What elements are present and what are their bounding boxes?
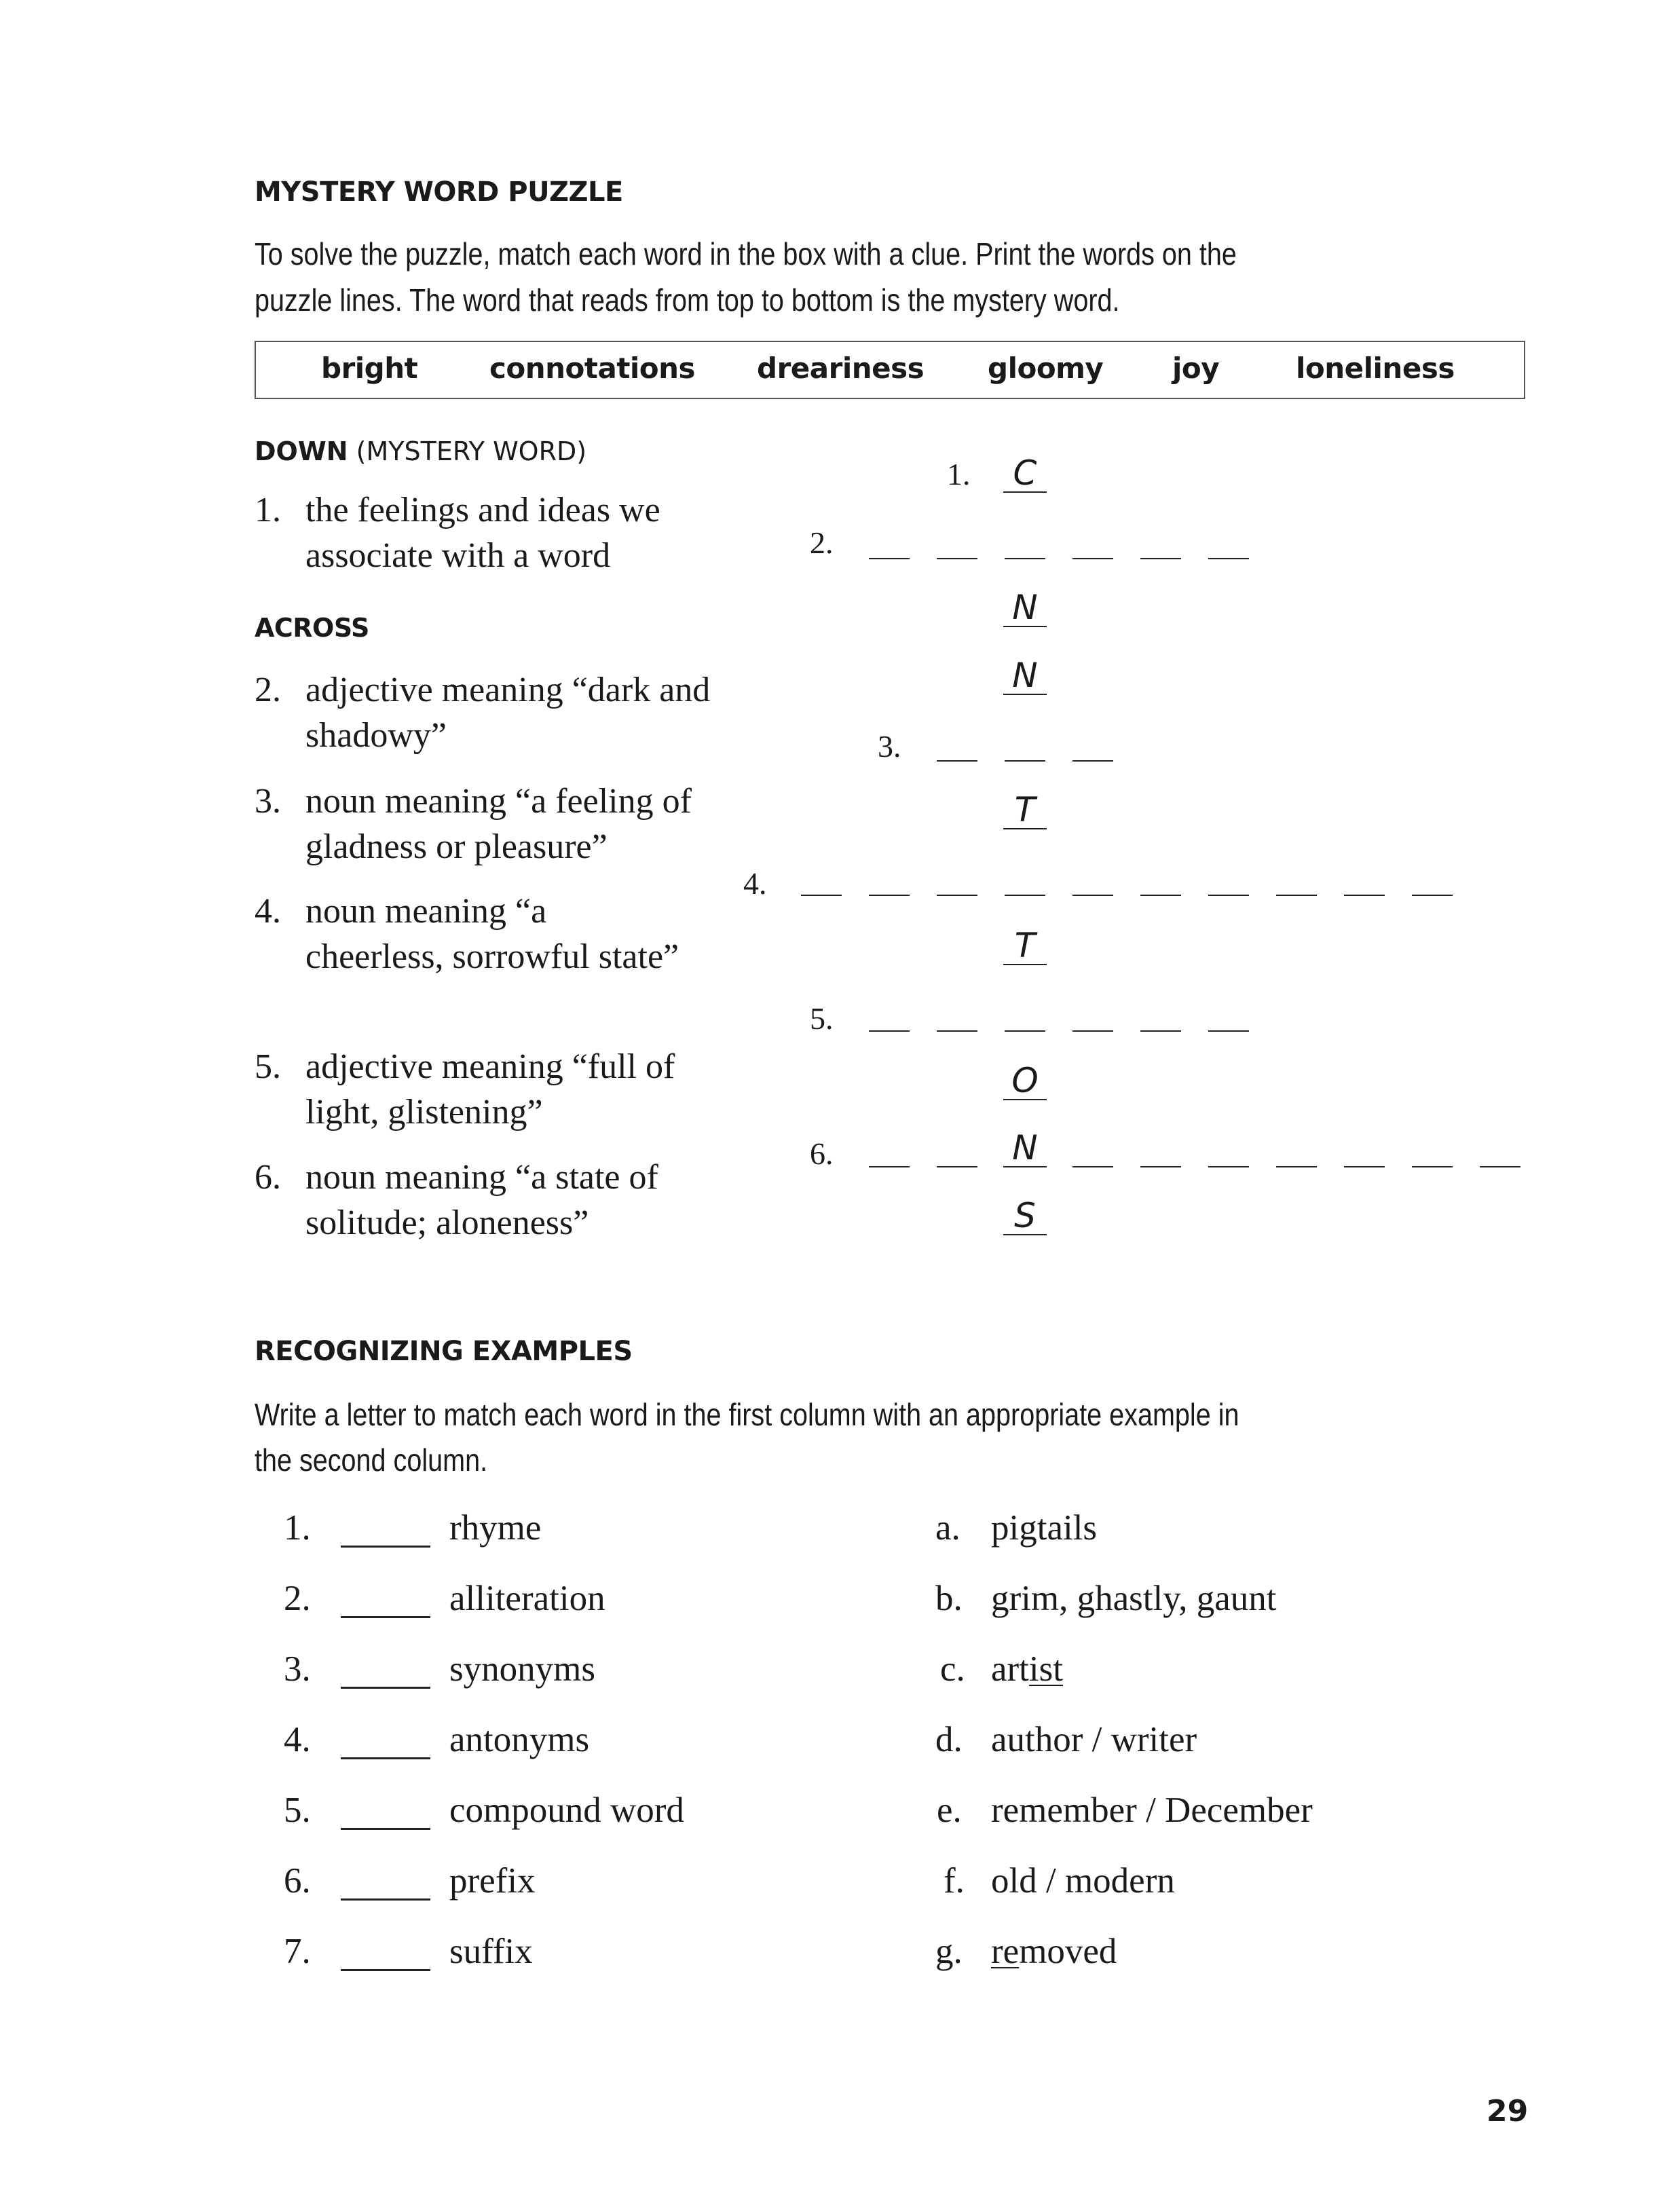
page-number: 29	[1487, 2094, 1529, 2129]
example-letter: f.	[944, 1861, 965, 1901]
examples-instructions-line-2: the second column.	[255, 1442, 488, 1478]
example-text-plain: art	[991, 1649, 1029, 1689]
word-box-item: joy	[1172, 352, 1220, 385]
example-letter: a.	[935, 1508, 960, 1548]
answer-blank[interactable]	[1140, 558, 1181, 559]
grid-number: 3.	[878, 729, 901, 764]
example-text-plain: moved	[1019, 1932, 1117, 1971]
term: synonyms	[449, 1649, 595, 1689]
answer-line[interactable]	[341, 1969, 430, 1971]
answer-line[interactable]	[341, 1828, 430, 1830]
down-label-sub: (MYSTERY WORD)	[356, 436, 587, 466]
answer-blank[interactable]	[1005, 1030, 1045, 1032]
answer-line[interactable]	[341, 1757, 430, 1759]
puzzle-instructions-line-1: To solve the puzzle, match each word in the box with a clue. Print the words on the	[255, 236, 1237, 272]
term: compound word	[449, 1791, 684, 1830]
word-box-item: bright	[321, 352, 418, 385]
word-box-item: gloomy	[988, 352, 1104, 385]
clue-number: 2.	[255, 671, 281, 709]
clue-text: adjective meaning “dark and shadowy”	[305, 671, 711, 755]
answer-blank[interactable]	[937, 1030, 977, 1032]
mystery-letter: N	[1012, 588, 1038, 627]
example-text: author / writer	[991, 1720, 1197, 1759]
mystery-letter: O	[1011, 1061, 1039, 1100]
answer-blank[interactable]	[1412, 1166, 1453, 1167]
term: suffix	[449, 1932, 533, 1971]
item-number: 7.	[284, 1932, 311, 1971]
examples-title: RECOGNIZING EXAMPLES	[255, 1336, 633, 1367]
answer-blank[interactable]	[937, 895, 977, 896]
item-number: 3.	[284, 1649, 311, 1689]
answer-blank[interactable]	[1344, 895, 1385, 896]
example-text	[991, 1649, 1063, 1689]
answer-line[interactable]	[341, 1898, 430, 1901]
answer-blank[interactable]	[1003, 828, 1047, 829]
puzzle-instructions-line-2: puzzle lines. The word that reads from top to bottom is the mystery word.	[255, 282, 1120, 318]
example-text: old / modern	[991, 1861, 1175, 1901]
answer-blank[interactable]	[1072, 1030, 1113, 1032]
example-letter: g.	[935, 1932, 963, 1971]
example-letter: e.	[937, 1791, 962, 1830]
answer-blank[interactable]	[1208, 895, 1249, 896]
answer-blank[interactable]	[801, 895, 842, 896]
example-text-underlined: re	[991, 1932, 1020, 1971]
grid-number: 5.	[810, 1001, 834, 1036]
example-text-underlined: ist	[1028, 1649, 1063, 1689]
term: alliteration	[449, 1579, 605, 1618]
answer-blank[interactable]	[1140, 895, 1181, 896]
item-number: 4.	[284, 1720, 311, 1759]
example-text: pigtails	[991, 1508, 1098, 1548]
mystery-letter: N	[1012, 1128, 1038, 1167]
answer-blank[interactable]	[1005, 760, 1045, 762]
answer-blank[interactable]	[1003, 694, 1047, 695]
clue-number: 6.	[255, 1158, 281, 1197]
term: prefix	[449, 1861, 536, 1901]
example-letter: c.	[940, 1649, 965, 1689]
answer-blank[interactable]	[1412, 895, 1453, 896]
answer-blank[interactable]	[1072, 1166, 1113, 1167]
answer-blank[interactable]	[1072, 760, 1113, 762]
answer-blank[interactable]	[1003, 964, 1047, 965]
down-label	[255, 436, 586, 466]
answer-blank[interactable]	[869, 895, 910, 896]
clue-text: the feelings and ideas we associate with a word	[305, 491, 660, 575]
mystery-letter: T	[1014, 926, 1036, 965]
answer-blank[interactable]	[1276, 895, 1317, 896]
clue-number: 5.	[255, 1047, 281, 1086]
term: rhyme	[449, 1508, 542, 1548]
answer-blank[interactable]	[1276, 1166, 1317, 1167]
example-text	[991, 1931, 1117, 1972]
term: antonyms	[449, 1720, 590, 1759]
mystery-letter: T	[1014, 790, 1036, 829]
item-number: 2.	[284, 1579, 311, 1618]
answer-blank[interactable]	[937, 1166, 977, 1167]
answer-blank[interactable]	[1208, 1166, 1249, 1167]
answer-blank[interactable]	[1072, 558, 1113, 559]
puzzle-title: MYSTERY WORD PUZZLE	[255, 176, 623, 208]
mystery-letter: C	[1013, 453, 1037, 493]
answer-blank[interactable]	[869, 558, 910, 559]
clue-number: 1.	[255, 491, 281, 529]
answer-blank[interactable]	[1003, 1099, 1047, 1100]
mystery-letter: S	[1014, 1196, 1036, 1235]
example-text: remember / December	[991, 1791, 1313, 1830]
example-letter: b.	[935, 1579, 963, 1618]
grid-number: 1.	[947, 457, 971, 491]
answer-blank[interactable]	[1005, 558, 1045, 559]
answer-blank[interactable]	[1072, 895, 1113, 896]
answer-blank[interactable]	[1208, 558, 1249, 559]
answer-blank[interactable]	[1003, 491, 1047, 493]
answer-blank[interactable]	[1480, 1166, 1520, 1167]
clue-text: adjective meaning “full of light, glistening”	[305, 1047, 675, 1131]
answer-blank[interactable]	[1140, 1030, 1181, 1032]
word-box-item: connotations	[489, 352, 696, 385]
clue-number: 3.	[255, 782, 281, 821]
grid-number: 2.	[810, 525, 834, 560]
answer-blank[interactable]	[1005, 895, 1045, 896]
answer-line[interactable]	[341, 1687, 430, 1689]
examples-instructions-line-1: Write a letter to match each word in the first column with an appropriate example in	[255, 1397, 1239, 1432]
answer-line[interactable]	[341, 1616, 430, 1618]
answer-blank[interactable]	[1140, 1166, 1181, 1167]
grid-number: 4.	[743, 866, 767, 901]
answer-blank[interactable]	[1208, 1030, 1249, 1032]
answer-blank[interactable]	[937, 760, 977, 762]
answer-blank[interactable]	[869, 1030, 910, 1032]
answer-blank[interactable]	[1003, 1234, 1047, 1235]
answer-blank[interactable]	[1003, 626, 1047, 627]
example-text: grim, ghastly, gaunt	[991, 1579, 1277, 1618]
answer-blank[interactable]	[869, 1166, 910, 1167]
word-box	[255, 341, 1525, 399]
item-number: 5.	[284, 1791, 311, 1830]
item-number: 1.	[284, 1508, 311, 1548]
answer-blank[interactable]	[1344, 1166, 1385, 1167]
answer-blank[interactable]	[937, 558, 977, 559]
word-box-item: dreariness	[757, 352, 925, 385]
clue-text: noun meaning “a state of solitude; aloneness”	[305, 1158, 658, 1242]
word-box-item: loneliness	[1296, 352, 1455, 385]
down-label-heading: DOWN	[255, 436, 348, 466]
mystery-letter: N	[1012, 656, 1038, 695]
example-letter: d.	[935, 1720, 963, 1759]
answer-line[interactable]	[341, 1546, 430, 1548]
grid-number: 6.	[810, 1136, 834, 1171]
clue-text: noun meaning “a cheerless, sorrowful state”	[305, 892, 679, 976]
answer-blank[interactable]	[1003, 1166, 1047, 1167]
across-label: ACROSS	[255, 613, 369, 643]
item-number: 6.	[284, 1861, 311, 1901]
clue-text: noun meaning “a feeling of gladness or pleasure”	[305, 782, 692, 866]
clue-number: 4.	[255, 892, 281, 931]
